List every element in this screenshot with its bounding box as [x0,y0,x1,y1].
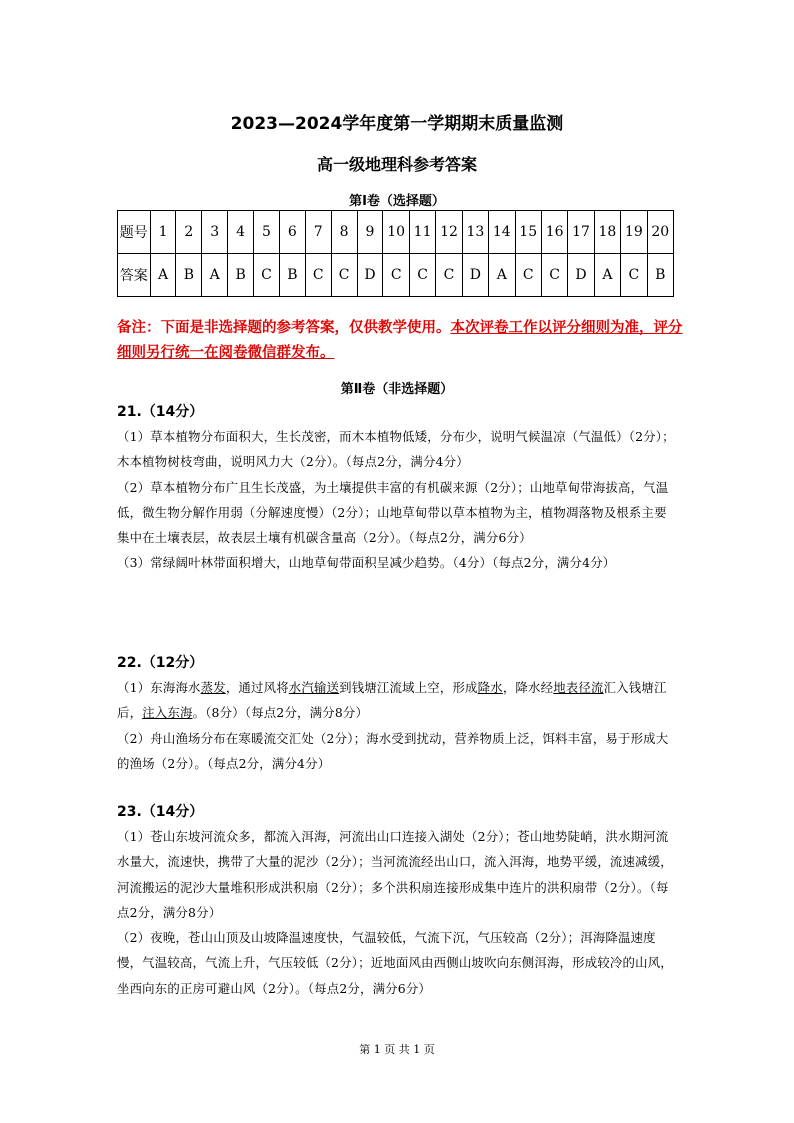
q21-paragraph-2: （2）草本植物分布广且生长茂盛，为土壤提供丰富的有机碳来源（2分）；山地草甸带海拔高，气温低，微生物分解作用弱（分解速度慢）（2分）；山地草甸带以草本植物为主，植物凋落物及根系主要集中在土壤表层，故表层土壤有机碳含量高（2分）。（每点2分，满分6分） [117,479,669,546]
answer-cell: C [331,254,357,297]
answer-cell: D [568,254,594,297]
table-row-header: 答案 [118,254,151,297]
q22-body [117,675,679,776]
q22-paragraph-2: （2）舟山渔场分布在寒暖流交汇处（2分）；海水受到扰动，营养物质上泛，饵料丰富，易于形成大的渔场（2分）。（每点2分，满分4分） [117,730,669,771]
answer-cell: C [383,254,409,297]
question-number-cell: 12 [436,211,462,254]
answer-table-number-row [118,211,674,254]
q21-paragraph-3: （3）常绿阔叶林带面积增大，山地草甸带面积呈减少趋势。（4分）（每点2分，满分4分） [117,555,616,571]
answer-cell: D [462,254,488,297]
text-run: ，降水经 [502,680,554,695]
answer-cell: C [541,254,567,297]
answer-cell: B [228,254,254,297]
question-number-cell: 17 [568,211,594,254]
q23-paragraph-2: （2）夜晚，苍山山顶及山坡降温速度快，气温较低，气流下沉，气压较高（2分）；洱海降温速度慢，气温较高，气流上升，气压较低（2分）；近地面风由西侧山坡吹向东侧洱海，形成较冷的山风，坐西向东的正房可避山风（2分）。（每点2分，满分6分） [117,930,673,996]
question-number-cell: 11 [409,211,435,254]
underlined-term: 注入东海 [142,705,193,721]
q21-heading: 21.（14分） [117,404,204,420]
underlined-term: 降水 [477,680,503,695]
question-number-cell: 18 [594,211,620,254]
question-number-cell: 14 [489,211,515,254]
q23-body [117,824,679,1001]
question-number-cell: 3 [202,211,228,254]
underlined-term: 地表径流 [553,680,604,695]
question-number-cell: 20 [647,211,673,254]
text-run: （1）东海海水 [117,680,201,695]
question-number-cell: 16 [541,211,567,254]
q22-paragraph-1 [117,675,679,726]
q21-paragraph-1: （1）草本植物分布面积大，生长茂密，而木本植物低矮，分布少，说明气候温凉（气温低）（2分）；木本植物树枝弯曲，说明风力大（2分）。（每点2分，满分4分） [117,429,675,470]
text-run: 到钱塘江流域上空，形成 [339,680,478,695]
underlined-term: 水汽输送 [288,680,340,695]
page-footer: 第 1 页 共 1 页 [359,1043,435,1056]
note [117,316,687,366]
question-number-cell: 15 [515,211,541,254]
question-number-cell: 4 [228,211,254,254]
note-part-2: 本次评卷工作以评分细则为准，评分细则另行统一在阅卷微信群发布。 [117,320,683,361]
q23-paragraph-1: （1）苍山东坡河流众多，都流入洱海，河流出山口连接入湖处（2分）；苍山地势陡峭，洪水期河流水量大，流速快，携带了大量的泥沙（2分）；当河流流经出山口，流入洱海，地势平缓，流速减缓，河流搬运的泥沙大量堆积形成洪积扇（2分）；多个洪积扇连接形成集中连片的洪积扇带（2分）。（每点2分，满分8分） [117,829,673,920]
answer-cell: A [489,254,515,297]
question-number-cell: 10 [383,211,409,254]
q23-heading: 23.（14分） [117,804,204,820]
answer-cell: C [436,254,462,297]
answer-cell: A [594,254,620,297]
answer-cell: B [279,254,305,297]
section-1-heading: 第Ⅰ卷（选择题） [349,194,445,209]
underlined-term: 蒸发 [200,680,226,695]
section-2-heading: 第Ⅱ卷（非选择题） [340,382,454,397]
question-number-cell: 8 [331,211,357,254]
note-part-1: 备注：下面是非选择题的参考答案，仅供教学使用。 [117,320,451,336]
question-number-cell: 1 [150,211,176,254]
question-number-cell: 2 [176,211,202,254]
answer-cell: C [254,254,280,297]
answer-table-answer-row [118,254,674,297]
answer-cell: B [647,254,673,297]
question-number-cell: 5 [254,211,280,254]
text-run: ，通过风将 [225,680,289,695]
question-number-cell: 6 [279,211,305,254]
q21-body [117,424,679,576]
answer-cell: A [150,254,176,297]
answer-cell: B [176,254,202,297]
answer-cell: C [621,254,647,297]
answer-cell: A [202,254,228,297]
question-number-cell: 19 [621,211,647,254]
q22-heading: 22.（12分） [117,655,204,671]
answer-cell: C [305,254,331,297]
text-run: 。（8分）（每点2分，满分8分） [192,705,369,721]
table-row-header: 题号 [118,211,151,254]
document-subtitle: 高一级地理科参考答案 [316,155,477,174]
answer-cell: C [409,254,435,297]
question-number-cell: 9 [357,211,383,254]
text-run: 汇入钱塘江后， [117,680,667,721]
question-number-cell: 13 [462,211,488,254]
document-title: 2023—2024学年度第一学期期末质量监测 [230,114,564,134]
answer-cell: D [357,254,383,297]
answer-cell: C [515,254,541,297]
answer-table [117,210,674,297]
question-number-cell: 7 [305,211,331,254]
